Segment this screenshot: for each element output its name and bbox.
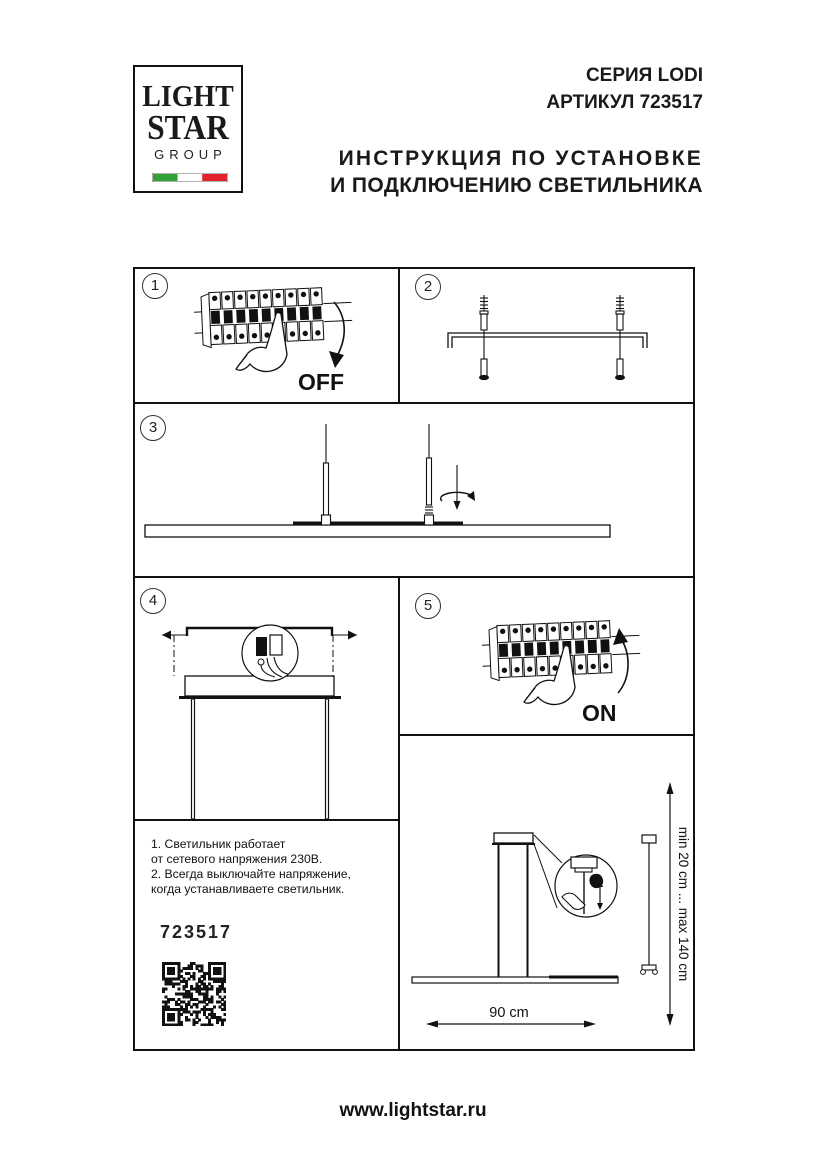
note-line: когда устанавливаете светильник.	[151, 882, 345, 896]
step-3-number: 3	[148, 419, 158, 436]
step-1-badge	[142, 273, 168, 299]
arrow-down-head	[329, 351, 344, 368]
logo-word-group: GROUP	[154, 147, 227, 162]
slide-arrow-left-icon	[162, 631, 171, 640]
grid-line-left-row	[135, 819, 398, 821]
website-url: www.lightstar.ru	[339, 1100, 487, 1121]
step-1-number: 1	[150, 277, 160, 294]
on-label: ON	[582, 700, 617, 726]
lightstar-logo	[133, 65, 243, 193]
terminal-block-magnifier	[242, 625, 298, 681]
height-dimension	[667, 782, 692, 1026]
qr-code	[162, 962, 226, 1026]
title-line-2: И ПОДКЛЮЧЕНИЮ СВЕТИЛЬНИКА	[330, 174, 703, 197]
italian-flag-icon	[152, 173, 228, 182]
header-series-article	[546, 62, 703, 116]
step-4-number: 4	[148, 592, 158, 609]
article-number: 723517	[160, 922, 233, 942]
height-range-label: min 20 cm ... max 140 cm	[676, 826, 691, 982]
mounting-bracket-diagram	[399, 267, 695, 404]
width-label: 90 cm	[489, 1005, 529, 1021]
step-5-badge	[415, 593, 441, 619]
fixture-rod-assembly-diagram	[133, 404, 695, 578]
circuit-breaker-off-diagram	[194, 280, 364, 398]
single-cable-diagram	[641, 835, 658, 974]
safety-notes	[151, 837, 386, 897]
logo-word-star: STAR	[147, 108, 229, 147]
arrow-up-icon	[618, 637, 628, 693]
off-label: OFF	[298, 369, 344, 395]
fixture-dimensions-diagram	[399, 736, 695, 1051]
step-5-number: 5	[423, 597, 433, 614]
slide-arrow-right-icon	[348, 631, 357, 640]
circuit-breaker-on-diagram	[482, 613, 652, 731]
canopy-wiring-diagram	[133, 578, 399, 819]
note-line: 1. Светильник работает	[151, 837, 286, 851]
title-line-1: ИНСТРУКЦИЯ ПО УСТАНОВКЕ	[338, 147, 703, 170]
rotate-arrow-icon	[441, 465, 475, 510]
page-title	[330, 145, 703, 199]
width-dimension	[426, 1005, 596, 1028]
step-2-number: 2	[423, 278, 433, 295]
cable-adjuster-magnifier	[555, 855, 617, 917]
series-label: СЕРИЯ LODI	[585, 65, 703, 86]
article-label: АРТИКУЛ 723517	[546, 92, 703, 113]
logo-word-light: LIGHT	[142, 78, 234, 113]
note-line: от сетевого напряжения 230В.	[151, 852, 323, 866]
arrow-down-icon	[334, 302, 344, 356]
note-line: 2. Всегда выключайте напряжение,	[151, 867, 351, 881]
